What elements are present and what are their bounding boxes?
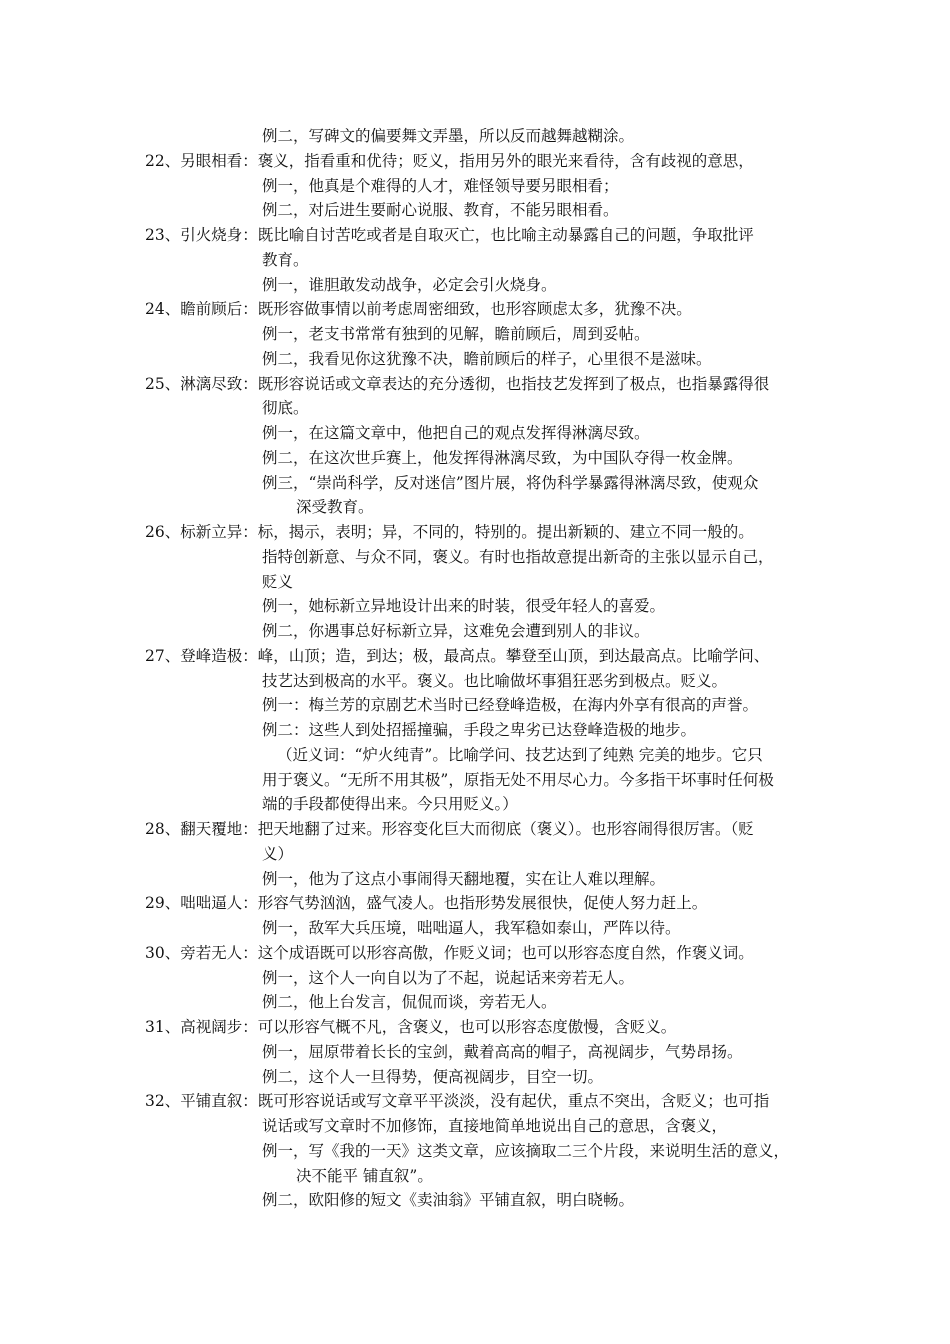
text-line: （近义词：“炉火纯青”。比喻学问、技艺达到了纯熟 完美的地步。它只 — [277, 745, 763, 764]
text-line: 27、登峰造极：峰，山顶；造，到达；极，最高点。攀登至山顶，到达最高点。比喻学问、 — [145, 646, 770, 665]
text-line: 用于褒义。“无所不用其极”，原指无处不用尽心力。今多指干坏事时任何极 — [262, 770, 774, 789]
text-line: 25、淋漓尽致：既形容说话或文章表达的充分透彻，也指技艺发挥到了极点，也指暴露得很 — [145, 374, 770, 393]
text-line: 例一，他为了这点小事闹得天翻地覆，实在让人难以理解。 — [262, 869, 666, 888]
text-line: 贬义 — [262, 572, 294, 591]
text-line: 例一，谁胆敢发动战争，必定会引火烧身。 — [262, 275, 557, 294]
text-line: 例二，写碑文的偏要舞文弄墨，所以反而越舞越糊涂。 — [262, 127, 635, 145]
text-line: 例二，你遇事总好标新立异，这难免会遭到别人的非议。 — [262, 622, 650, 640]
text-line: 29、咄咄逼人：形容气势汹汹，盛气凌人。也指形势发展很快，促使人努力赶上。 — [145, 894, 708, 913]
text-line: 例一，敌军大兵压境，咄咄逼人，我军稳如泰山，严阵以待。 — [262, 919, 681, 937]
text-line: 例二，我看见你这犹豫不决，瞻前顾后的样子，心里很不是滋味。 — [262, 349, 712, 368]
text-line: 30、旁若无人：这个成语既可以形容高傲，作贬义词；也可以形容态度自然，作褒义词。 — [145, 943, 754, 962]
text-line: 例二，这个人一旦得势，便高视阔步，目空一切。 — [262, 1067, 604, 1086]
text-line: 说话或写文章时不加修饰，直接地简单地说出自己的意思，含褒义， — [262, 1117, 728, 1135]
text-line: 技艺达到极高的水平。褒义。也比喻做坏事猖狂恶劣到极点。贬义。 — [262, 671, 728, 690]
text-line: 23、引火烧身：既比喻自讨苦吃或者是自取灭亡，也比喻主动暴露自己的问题，争取批评 — [145, 226, 754, 244]
text-line: 例一，屈原带着长长的宝剑，戴着高高的帽子，高视阔步，气势昂扬。 — [262, 1042, 743, 1061]
text-line: 31、高视阔步：可以形容气概不凡，含褒义，也可以形容态度傲慢，含贬义。 — [145, 1018, 677, 1036]
text-line: 例一，他真是个难得的人才，难怪领导要另眼相看； — [262, 176, 619, 195]
text-line: 例一，写《我的一天》这类文章，应该摘取二三个片段，来说明生活的意义， — [262, 1141, 790, 1160]
text-line: 端的手段都使得出来。今只用贬义。） — [262, 795, 518, 814]
text-line: 例一：梅兰芳的京剧艺术当时已经登峰造极，在海内外享有很高的声誉。 — [262, 696, 759, 715]
text-line: 24、瞻前顾后：既形容做事情以前考虑周密细致，也形容顾虑太多，犹豫不决。 — [145, 300, 692, 319]
text-line: 例三，“崇尚科学，反对迷信”图片展，将伪科学暴露得淋漓尽致，使观众 — [262, 473, 759, 492]
text-line: 决不能平 铺直叙”。 — [296, 1166, 433, 1185]
text-line: 32、平铺直叙：既可形容说话或写文章平平淡淡，没有起伏，重点不突出，含贬义；也可指 — [145, 1092, 770, 1111]
text-line: 指特创新意、与众不同，褒义。有时也指故意提出新奇的主张以显示自己， — [262, 547, 774, 566]
text-line: 22、另眼相看：褒义，指看重和优待；贬义，指用另外的眼光来看待，含有歧视的意思， — [145, 151, 754, 170]
text-line: 教育。 — [262, 250, 309, 269]
text-line: 例二，他上台发言，侃侃而谈，旁若无人。 — [262, 993, 557, 1012]
text-line: 例二：这些人到处招摇撞骗，手段之卑劣已达登峰造极的地步。 — [262, 721, 697, 739]
text-line: 例一，她标新立异地设计出来的时装，很受年轻人的喜爱。 — [262, 597, 666, 616]
text-line: 例二，在这次世乒赛上，他发挥得淋漓尽致，为中国队夺得一枚金牌。 — [262, 448, 743, 467]
text-line: 28、翻天覆地：把天地翻了过来。形容变化巨大而彻底（褒义）。也形容闹得很厉害。（贬 — [145, 820, 754, 838]
text-line: 例二，欧阳修的短文《卖油翁》平铺直叙，明白晓畅。 — [262, 1191, 635, 1210]
text-line: 26、标新立异：标，揭示，表明；异，不同的，特别的。提出新颖的、建立不同一般的。 — [145, 523, 754, 541]
text-line: 例一，在这篇文章中，他把自己的观点发挥得淋漓尽致。 — [262, 424, 650, 442]
text-line: 深受教育。 — [296, 498, 374, 517]
text-line: 义） — [262, 844, 294, 863]
text-line: 例二，对后进生要耐心说服、教育，不能另眼相看。 — [262, 201, 619, 220]
text-line: 例一，这个人一向自以为了不起，说起话来旁若无人。 — [262, 968, 635, 987]
text-line: 彻底。 — [262, 399, 309, 418]
text-line: 例一，老支书常常有独到的见解，瞻前顾后，周到妥帖。 — [262, 325, 650, 343]
